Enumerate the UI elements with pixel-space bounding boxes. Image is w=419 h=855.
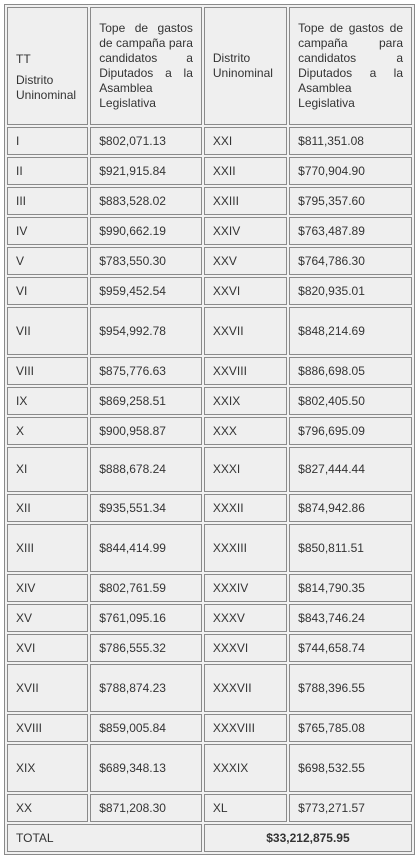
campaign-spending-table-container bbox=[4, 4, 415, 855]
table-row bbox=[7, 744, 412, 792]
amount-cell: $874,942.86 bbox=[289, 494, 412, 522]
campaign-spending-table bbox=[4, 4, 415, 855]
amount-cell: $802,071.13 bbox=[90, 127, 202, 155]
amount-cell: $820,935.01 bbox=[289, 277, 412, 305]
district-cell: XXV bbox=[204, 247, 287, 275]
district-cell: XXVII bbox=[204, 307, 287, 355]
district-cell: XII bbox=[7, 494, 88, 522]
district-cell: XIV bbox=[7, 574, 88, 602]
amount-cell: $788,396.55 bbox=[289, 664, 412, 712]
header-uninominal-2: Uninominal bbox=[212, 66, 273, 80]
district-cell: XIII bbox=[7, 524, 88, 572]
amount-cell: $814,790.35 bbox=[289, 574, 412, 602]
amount-cell: $859,005.84 bbox=[90, 714, 202, 742]
amount-cell: $811,351.08 bbox=[289, 127, 412, 155]
table-row bbox=[7, 217, 412, 245]
amount-cell: $844,414.99 bbox=[90, 524, 202, 572]
district-cell: VII bbox=[7, 307, 88, 355]
amount-cell: $786,555.32 bbox=[90, 634, 202, 662]
amount-cell: $763,487.89 bbox=[289, 217, 412, 245]
amount-cell: $883,528.02 bbox=[90, 187, 202, 215]
district-cell: XXII bbox=[204, 157, 287, 185]
header-cap-1: Tope de gastos de campaña para candidatos a Diputados a la Asamblea Legislativa bbox=[90, 7, 202, 125]
amount-cell: $770,904.90 bbox=[289, 157, 412, 185]
amount-cell: $869,258.51 bbox=[90, 387, 202, 415]
header-district-2 bbox=[204, 7, 287, 125]
amount-cell: $765,785.08 bbox=[289, 714, 412, 742]
district-cell: V bbox=[7, 247, 88, 275]
amount-cell: $689,348.13 bbox=[90, 744, 202, 792]
table-row bbox=[7, 524, 412, 572]
amount-cell: $783,550.30 bbox=[90, 247, 202, 275]
amount-cell: $886,698.05 bbox=[289, 357, 412, 385]
amount-cell: $796,695.09 bbox=[289, 417, 412, 445]
district-cell: XXXVII bbox=[204, 664, 287, 712]
table-row bbox=[7, 574, 412, 602]
header-distrito-2: Distrito bbox=[212, 51, 251, 65]
amount-cell: $773,271.57 bbox=[289, 794, 412, 822]
district-cell: XXVI bbox=[204, 277, 287, 305]
district-cell: XXX bbox=[204, 417, 287, 445]
amount-cell: $900,958.87 bbox=[90, 417, 202, 445]
total-value: $33,212,875.95 bbox=[204, 824, 412, 852]
district-cell: XL bbox=[204, 794, 287, 822]
district-cell: IV bbox=[7, 217, 88, 245]
amount-cell: $764,786.30 bbox=[289, 247, 412, 275]
table-row bbox=[7, 604, 412, 632]
header-tt: TT bbox=[16, 51, 31, 66]
district-cell: I bbox=[7, 127, 88, 155]
amount-cell: $827,444.44 bbox=[289, 447, 412, 492]
header-district-1 bbox=[7, 7, 88, 125]
district-cell: XXI bbox=[204, 127, 287, 155]
total-row bbox=[7, 824, 412, 852]
amount-cell: $698,532.55 bbox=[289, 744, 412, 792]
district-cell: XXXIX bbox=[204, 744, 287, 792]
district-cell: XXXIII bbox=[204, 524, 287, 572]
header-uninominal: Uninominal bbox=[16, 87, 77, 102]
header-row bbox=[7, 7, 412, 125]
district-cell: IX bbox=[7, 387, 88, 415]
amount-cell: $888,678.24 bbox=[90, 447, 202, 492]
district-cell: II bbox=[7, 157, 88, 185]
district-cell: XXXII bbox=[204, 494, 287, 522]
district-cell: XVIII bbox=[7, 714, 88, 742]
district-cell: XXXIV bbox=[204, 574, 287, 602]
header-distrito: Distrito bbox=[16, 72, 54, 87]
amount-cell: $802,405.50 bbox=[289, 387, 412, 415]
district-cell: XIX bbox=[7, 744, 88, 792]
amount-cell: $921,915.84 bbox=[90, 157, 202, 185]
amount-cell: $761,095.16 bbox=[90, 604, 202, 632]
district-cell: XVII bbox=[7, 664, 88, 712]
amount-cell: $954,992.78 bbox=[90, 307, 202, 355]
table-row bbox=[7, 387, 412, 415]
table-row bbox=[7, 714, 412, 742]
total-label: TOTAL bbox=[7, 824, 202, 852]
district-cell: XXXVIII bbox=[204, 714, 287, 742]
amount-cell: $875,776.63 bbox=[90, 357, 202, 385]
table-row bbox=[7, 357, 412, 385]
amount-cell: $848,214.69 bbox=[289, 307, 412, 355]
table-row bbox=[7, 307, 412, 355]
table-row bbox=[7, 187, 412, 215]
table-row bbox=[7, 494, 412, 522]
table-row bbox=[7, 127, 412, 155]
district-cell: XXXI bbox=[204, 447, 287, 492]
district-cell: XXIX bbox=[204, 387, 287, 415]
amount-cell: $959,452.54 bbox=[90, 277, 202, 305]
amount-cell: $850,811.51 bbox=[289, 524, 412, 572]
district-cell: XXXVI bbox=[204, 634, 287, 662]
amount-cell: $788,874.23 bbox=[90, 664, 202, 712]
table-row bbox=[7, 794, 412, 822]
district-cell: XXXV bbox=[204, 604, 287, 632]
district-cell: XXIII bbox=[204, 187, 287, 215]
amount-cell: $802,761.59 bbox=[90, 574, 202, 602]
district-cell: XI bbox=[7, 447, 88, 492]
district-cell: VIII bbox=[7, 357, 88, 385]
table-row bbox=[7, 634, 412, 662]
amount-cell: $744,658.74 bbox=[289, 634, 412, 662]
amount-cell: $990,662.19 bbox=[90, 217, 202, 245]
district-cell: VI bbox=[7, 277, 88, 305]
district-cell: XXIV bbox=[204, 217, 287, 245]
table-row bbox=[7, 277, 412, 305]
district-cell: III bbox=[7, 187, 88, 215]
district-cell: XV bbox=[7, 604, 88, 632]
table-row bbox=[7, 157, 412, 185]
table-row bbox=[7, 447, 412, 492]
district-cell: XX bbox=[7, 794, 88, 822]
table-row bbox=[7, 664, 412, 712]
district-cell: XVI bbox=[7, 634, 88, 662]
table-row bbox=[7, 247, 412, 275]
district-cell: X bbox=[7, 417, 88, 445]
amount-cell: $843,746.24 bbox=[289, 604, 412, 632]
amount-cell: $871,208.30 bbox=[90, 794, 202, 822]
district-cell: XXVIII bbox=[204, 357, 287, 385]
amount-cell: $935,551.34 bbox=[90, 494, 202, 522]
header-cap-2: Tope de gastos de campaña para candidatos a Diputados a la Asamblea Legislativa bbox=[289, 7, 412, 125]
table-row bbox=[7, 417, 412, 445]
amount-cell: $795,357.60 bbox=[289, 187, 412, 215]
